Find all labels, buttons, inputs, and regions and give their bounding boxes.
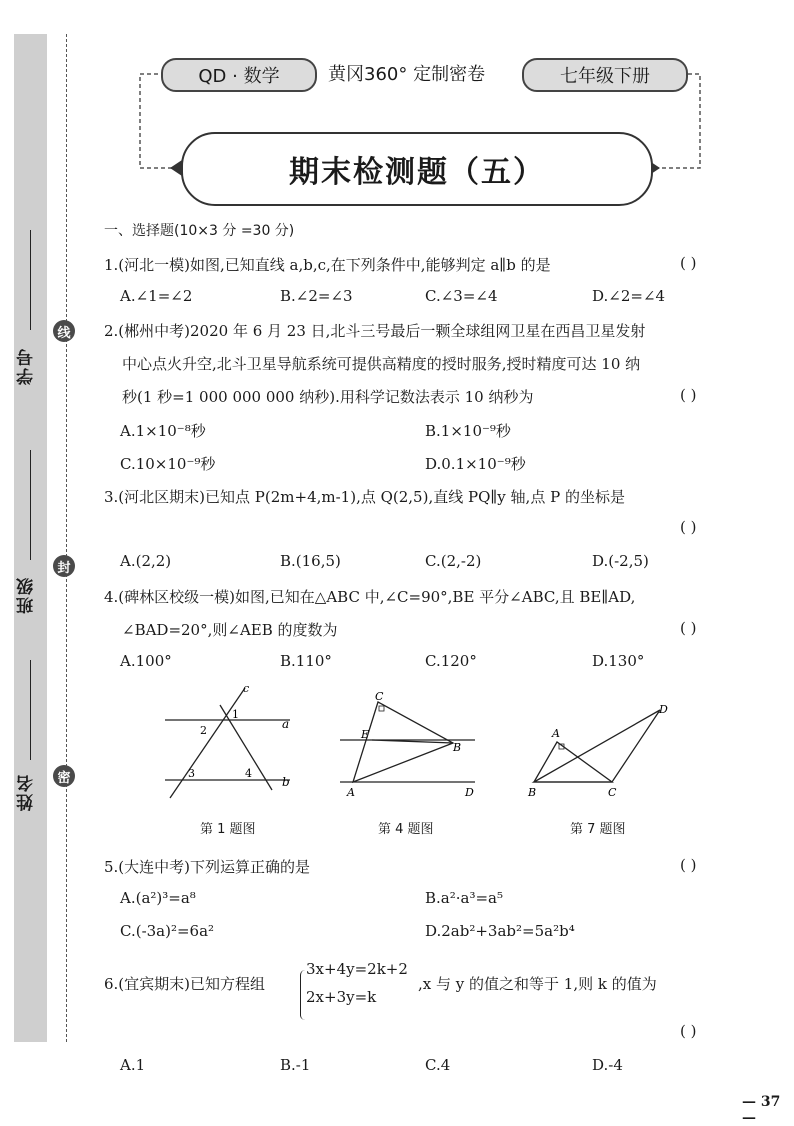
q2-stem-line2: 中心点火升空,北斗卫星导航系统可提供高精度的授时服务,授时精度可达 10 纳 (122, 355, 641, 373)
page-number: — 37 — (742, 1094, 781, 1126)
q5-stem: 5.(大连中考)下列运算正确的是 (104, 858, 311, 876)
figure-4-caption: 第 4 题图 (378, 822, 434, 837)
q2-option-a: A.1×10⁻⁸秒 (120, 422, 206, 440)
q1-option-b: B.∠2=∠3 (280, 287, 353, 305)
exam-title: 期末检测题（五） (181, 132, 653, 206)
q6-equation-2: 2x+3y=k (306, 988, 377, 1006)
fig4-label-c: C (375, 690, 384, 703)
fig7-label-a: A (552, 727, 560, 740)
seal-seal-marker: 封 (53, 555, 75, 577)
name-blank-line (30, 660, 31, 760)
fig7-label-d: D (659, 703, 668, 716)
class-blank-line (30, 450, 31, 560)
q4-option-d: D.130° (592, 652, 645, 670)
brand-text: 黄冈360° 定制密卷 (328, 64, 486, 85)
q4-stem-line1: 4.(碑林区校级一模)如图,已知在△ABC 中,∠C=90°,BE 平分∠ABC,且 BE∥AD, (104, 588, 636, 606)
q5-option-c: C.(-3a)²=6a² (120, 922, 215, 940)
figure-4 (335, 690, 485, 802)
q5-answer-paren: ( ) (680, 856, 697, 874)
q1-option-d: D.∠2=∠4 (592, 287, 666, 305)
q6-option-a: A.1 (120, 1056, 146, 1074)
figure-1 (150, 680, 300, 800)
q2-option-b: B.1×10⁻⁹秒 (425, 422, 511, 440)
q5-option-a: A.(a²)³=a⁸ (120, 889, 196, 907)
figure-7 (522, 700, 682, 804)
seal-line-marker: 线 (53, 320, 75, 342)
student-id-blank-line (30, 230, 31, 330)
fig1-label-3: 3 (188, 767, 195, 780)
q4-answer-paren: ( ) (680, 619, 697, 637)
q4-option-a: A.100° (120, 652, 172, 670)
q3-answer-paren: ( ) (680, 518, 697, 536)
figure-1-caption: 第 1 题图 (200, 822, 256, 837)
q1-option-c: C.∠3=∠4 (425, 287, 498, 305)
fig1-label-b: b (282, 775, 290, 789)
q6-equation-1: 3x+4y=2k+2 (306, 960, 408, 978)
q6-option-c: C.4 (425, 1056, 451, 1074)
class-label: 班级 (17, 576, 37, 614)
q5-option-d: D.2ab²+3ab²=5a²b⁴ (425, 922, 575, 940)
fig1-label-4: 4 (245, 767, 252, 780)
q1-answer-paren: ( ) (680, 254, 697, 272)
q5-option-b: B.a²·a³=a⁵ (425, 889, 503, 907)
fig4-label-e: E (361, 728, 370, 741)
q2-stem-line1: 2.(郴州中考)2020 年 6 月 23 日,北斗三号最后一颗全球组网卫星在西昌卫星发射 (104, 322, 646, 340)
q6-answer-paren: ( ) (680, 1022, 697, 1040)
fig4-label-d: D (465, 786, 474, 799)
fig1-label-1: 1 (232, 708, 239, 721)
fig1-label-c: c (243, 682, 250, 695)
fig1-label-2: 2 (200, 724, 207, 737)
q2-stem-line3: 秒(1 秒=1 000 000 000 纳秒).用科学记数法表示 10 纳秒为 (122, 388, 534, 406)
q2-option-d: D.0.1×10⁻⁹秒 (425, 455, 526, 473)
q6-system-brace (300, 970, 305, 1020)
q1-option-a: A.∠1=∠2 (120, 287, 193, 305)
fig7-label-c: C (608, 786, 617, 799)
q4-stem-line2: ∠BAD=20°,则∠AEB 的度数为 (122, 621, 338, 639)
q3-option-a: A.(2,2) (120, 552, 172, 570)
subject-pill: QD · 数学 (161, 58, 317, 92)
q3-option-d: D.(-2,5) (592, 552, 649, 570)
section-heading: 一、选择题(10×3 分 =30 分) (104, 223, 295, 239)
q3-option-c: C.(2,-2) (425, 552, 482, 570)
fig4-label-a: A (347, 786, 355, 799)
q1-stem: 1.(河北一模)如图,已知直线 a,b,c,在下列条件中,能够判定 a∥b 的是 (104, 256, 551, 274)
q2-answer-paren: ( ) (680, 386, 697, 404)
q4-option-c: C.120° (425, 652, 477, 670)
fig1-label-a: a (282, 717, 290, 731)
q4-option-b: B.110° (280, 652, 332, 670)
fig4-label-b: B (453, 741, 462, 754)
student-id-label: 学号 (17, 347, 37, 385)
q3-option-b: B.(16,5) (280, 552, 341, 570)
figure-7-caption: 第 7 题图 (570, 822, 626, 837)
name-label: 姓名 (17, 773, 37, 811)
grade-pill: 七年级下册 (522, 58, 688, 92)
q3-stem: 3.(河北区期末)已知点 P(2m+4,m-1),点 Q(2,5),直线 PQ∥y 轴,点 P 的坐标是 (104, 488, 625, 506)
seal-dense-marker: 密 (53, 765, 75, 787)
q2-option-c: C.10×10⁻⁹秒 (120, 455, 216, 473)
q6-stem-suffix: ,x 与 y 的值之和等于 1,则 k 的值为 (418, 975, 657, 993)
q6-stem-prefix: 6.(宜宾期末)已知方程组 (104, 975, 266, 993)
q6-option-d: D.-4 (592, 1056, 623, 1074)
fig7-label-b: B (528, 786, 537, 799)
q6-option-b: B.-1 (280, 1056, 311, 1074)
